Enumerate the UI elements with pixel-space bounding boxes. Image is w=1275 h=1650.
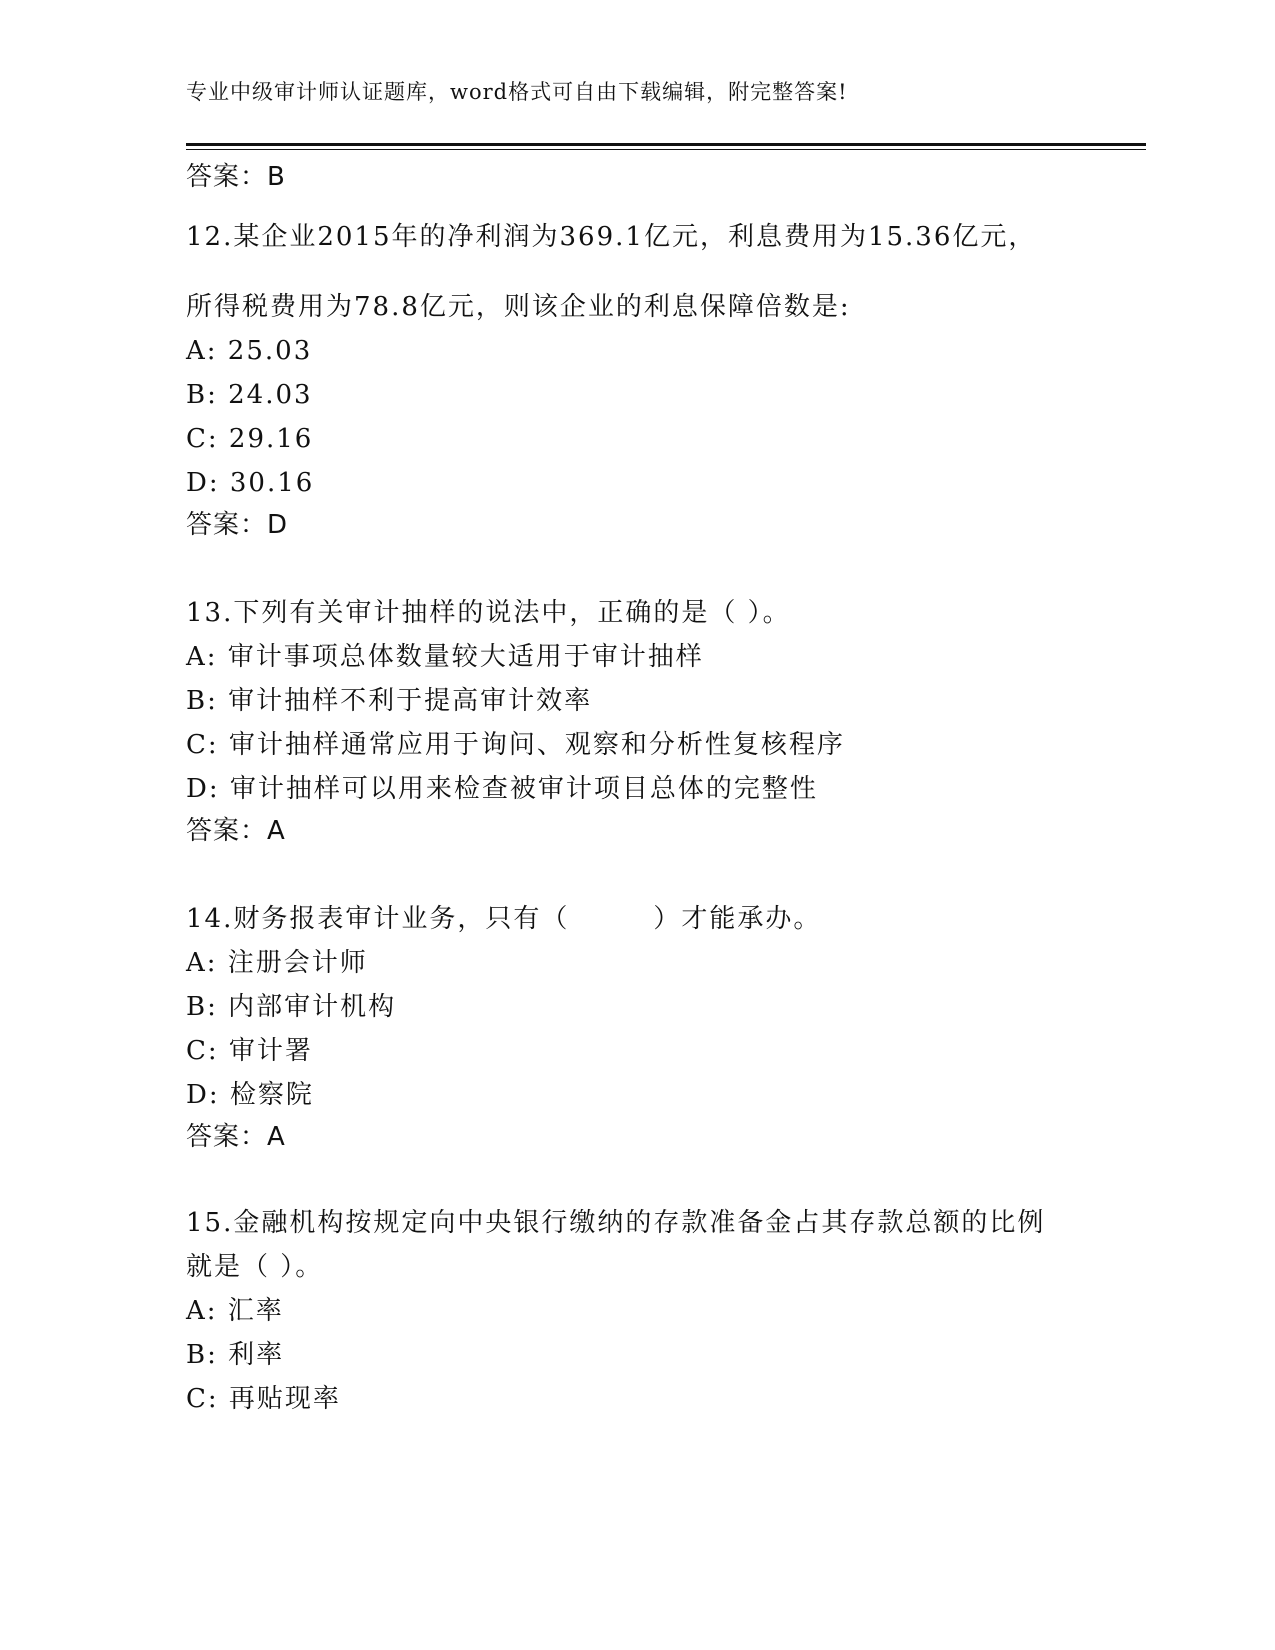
option-d: D: 30.16 — [186, 468, 315, 498]
answer: 答案：A — [186, 1122, 286, 1152]
header-rule-thin — [186, 149, 1146, 150]
option-c: C: 再贴现率 — [186, 1384, 341, 1414]
question-stem-line: 14.财务报表审计业务，只有（ ）才能承办。 — [186, 904, 822, 934]
previous-answer: 答案：B — [186, 162, 286, 192]
answer: 答案：D — [186, 510, 289, 540]
option-b: B: 24.03 — [186, 380, 313, 410]
option-c: C: 审计抽样通常应用于询问、观察和分析性复核程序 — [186, 730, 845, 760]
option-a: A: 审计事项总体数量较大适用于审计抽样 — [186, 642, 704, 672]
page-header: 专业中级审计师认证题库，word格式可自由下载编辑，附完整答案! — [186, 80, 848, 104]
question-stem-line: 就是（ ）。 — [186, 1252, 324, 1282]
option-a: A: 25.03 — [186, 336, 313, 366]
option-d: D: 检察院 — [186, 1080, 314, 1110]
question-stem-line: 15.金融机构按规定向中央银行缴纳的存款准备金占其存款总额的比例 — [186, 1208, 1046, 1238]
option-b: B: 内部审计机构 — [186, 992, 397, 1022]
option-a: A: 汇率 — [186, 1296, 284, 1326]
answer: 答案：A — [186, 816, 286, 846]
header-rule-thick — [186, 143, 1146, 146]
option-a: A: 注册会计师 — [186, 948, 368, 978]
question-stem-line: 所得税费用为78.8亿元，则该企业的利息保障倍数是: — [186, 292, 851, 322]
question-stem-line: 12.某企业2015年的净利润为369.1亿元，利息费用为15.36亿元， — [186, 222, 1037, 252]
option-c: C: 审计署 — [186, 1036, 313, 1066]
option-b: B: 利率 — [186, 1340, 285, 1370]
option-d: D: 审计抽样可以用来检查被审计项目总体的完整性 — [186, 774, 818, 804]
option-c: C: 29.16 — [186, 424, 314, 454]
question-stem-line: 13.下列有关审计抽样的说法中，正确的是（ ）。 — [186, 598, 791, 628]
option-b: B: 审计抽样不利于提高审计效率 — [186, 686, 593, 716]
